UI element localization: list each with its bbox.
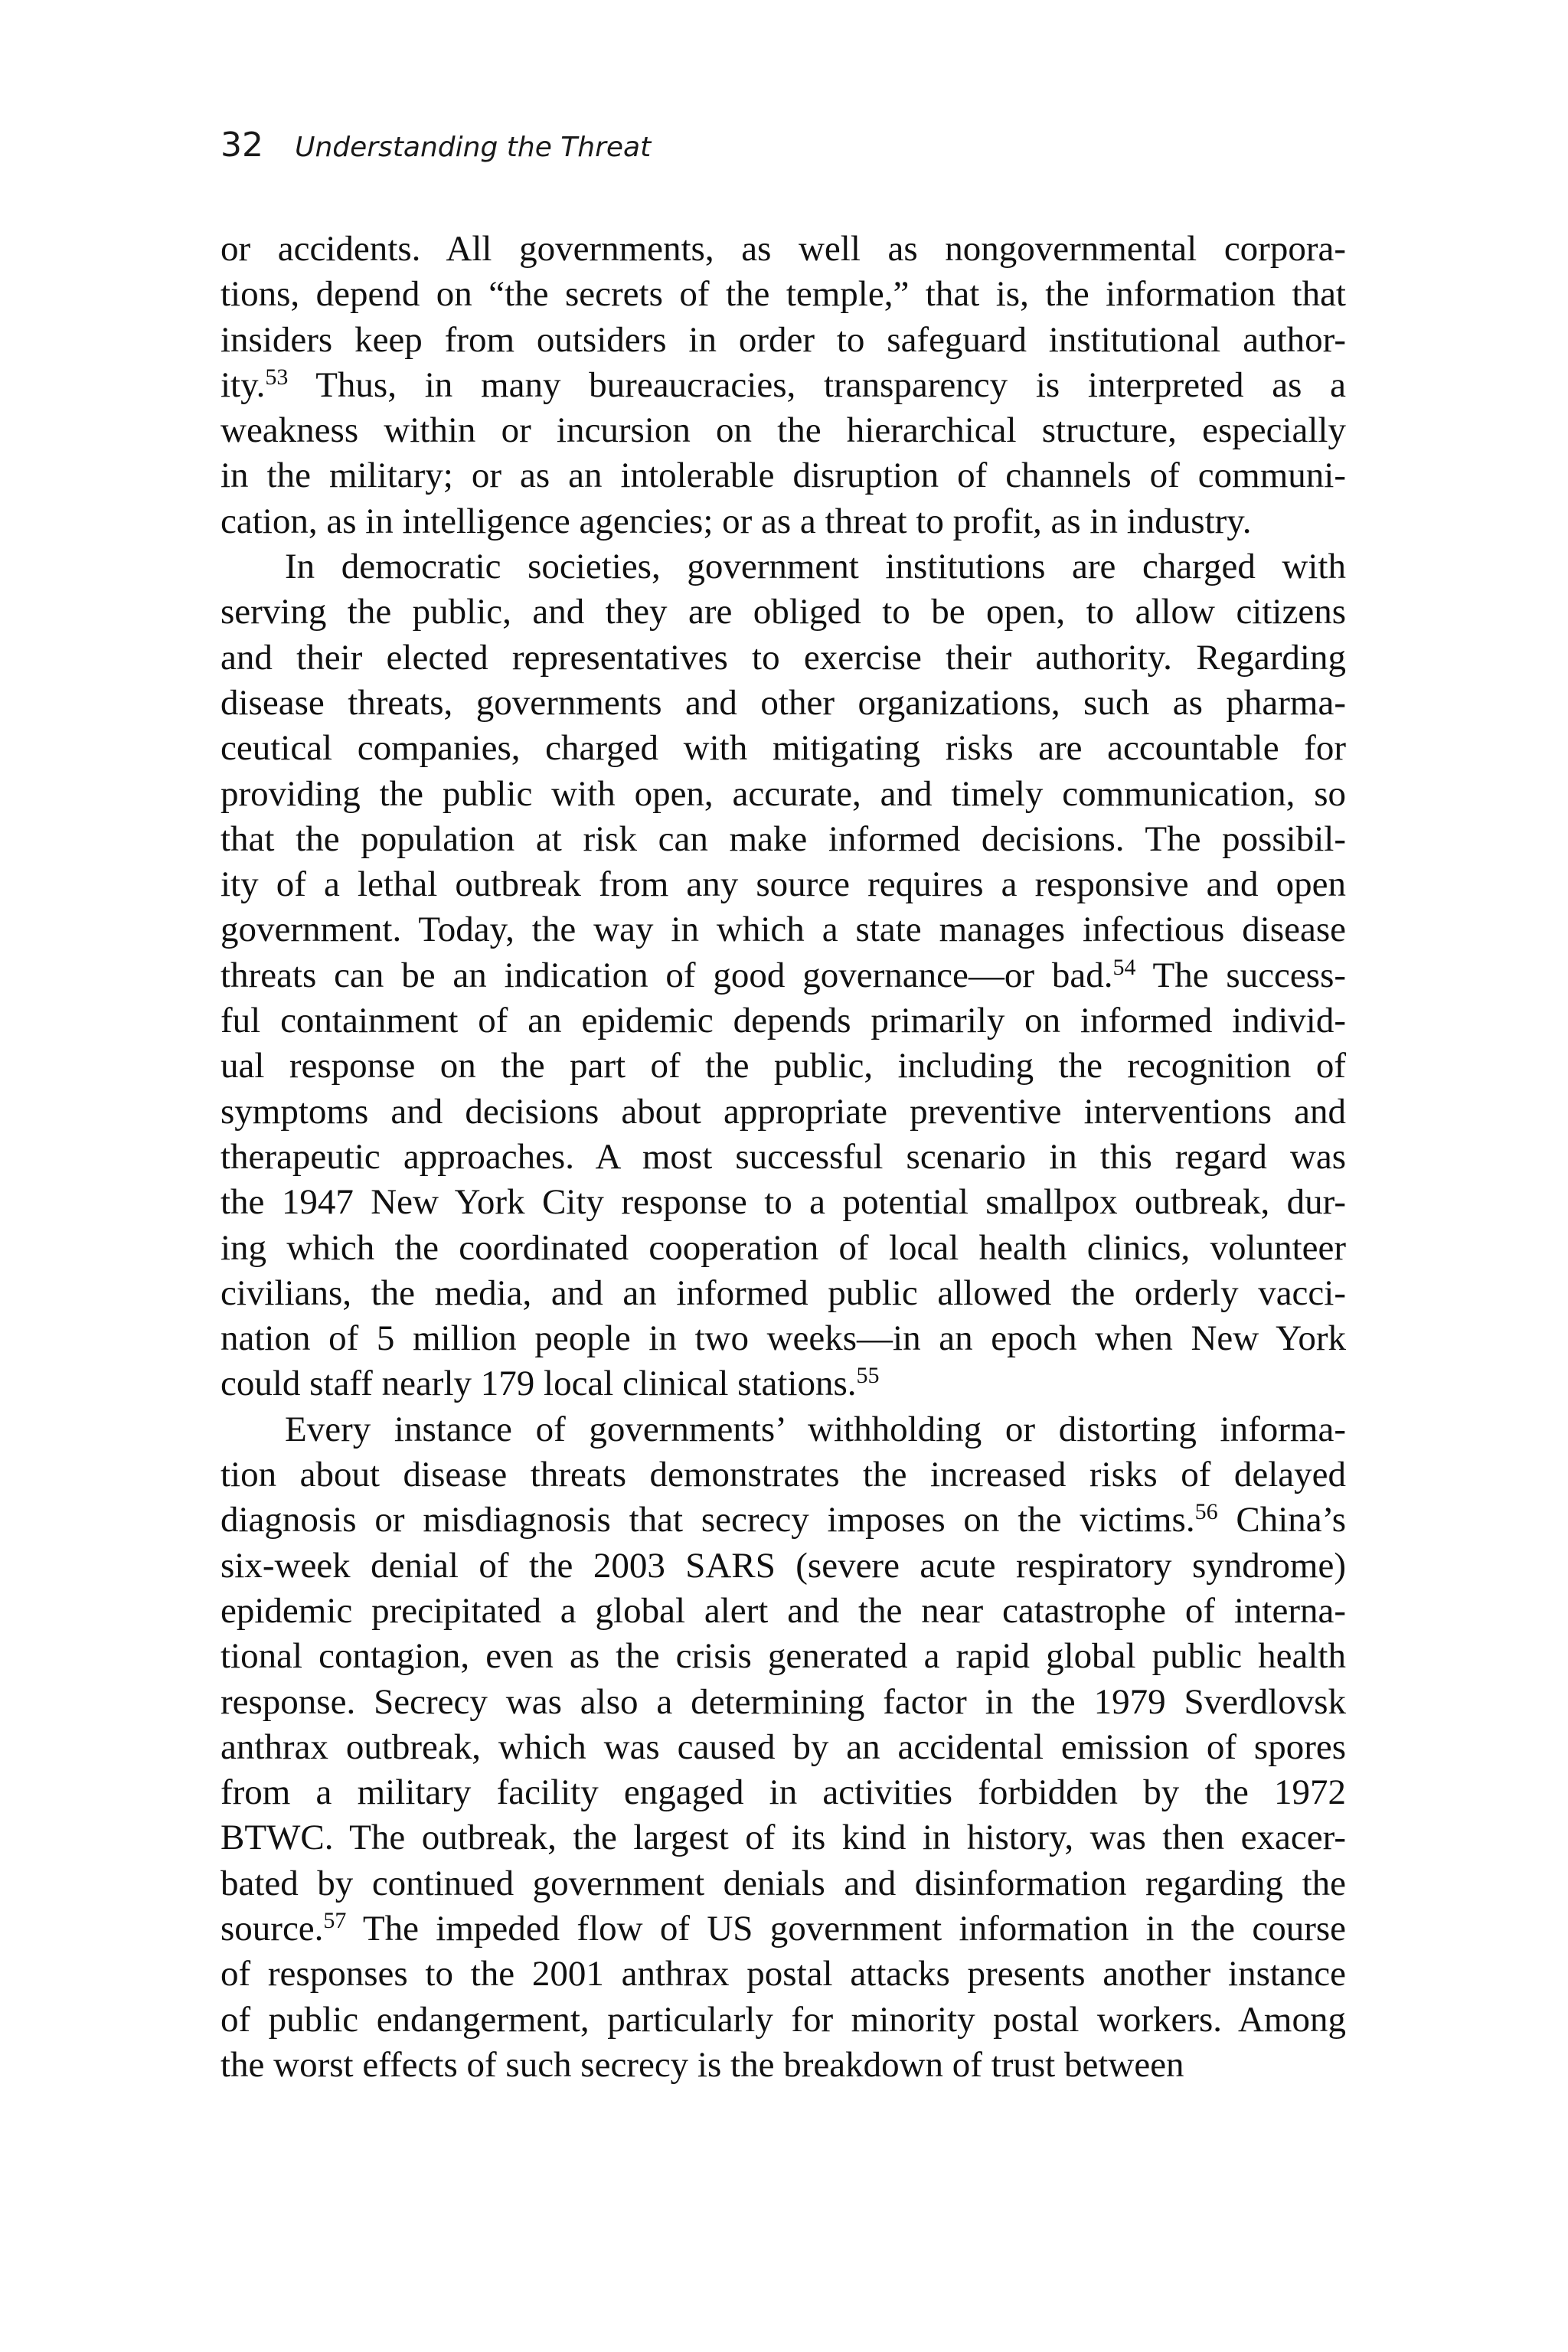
text-run: tional contagion, even as the crisis generated a rapid global public health	[220, 1636, 1346, 1677]
text-run: the 1947 New York City response to a potential smallpox outbreak, dur-	[220, 1182, 1346, 1223]
text-run: of responses to the 2001 anthrax postal attacks presents another instance	[220, 1954, 1346, 1994]
text-line	[220, 408, 1346, 453]
text-line	[220, 1725, 1346, 1770]
text-line	[220, 1952, 1346, 1997]
text-line	[220, 1998, 1346, 2043]
text-run: The success-	[1135, 955, 1347, 995]
text-run: government. Today, the way in which a state manages infectious disease	[220, 910, 1346, 950]
text-run: ing which the coordinated cooperation of local health clinics, volunteer	[220, 1227, 1346, 1268]
footnote-marker[interactable]: 57	[323, 1907, 347, 1933]
text-run: The impeded flow of US government information in the course	[346, 1908, 1346, 1949]
text-run: threats can be an indication of good governance—or bad.	[220, 955, 1113, 995]
footnote-marker[interactable]: 55	[856, 1363, 880, 1389]
text-run: diagnosis or misdiagnosis that secrecy imposes on the victims.	[220, 1500, 1195, 1540]
text-line	[220, 1089, 1346, 1135]
text-line	[220, 681, 1346, 726]
running-title: Understanding the Threat	[295, 132, 652, 163]
text-run: civilians, the media, and an informed public allowed the orderly vacci-	[220, 1272, 1346, 1313]
text-run: cation, as in intelligence agencies; or as a threat to profit, as in industry.	[220, 501, 1252, 541]
text-line	[220, 363, 1346, 408]
text-run: six-week denial of the 2003 SARS (severe acute respiratory syndrome)	[220, 1545, 1346, 1586]
text-line	[220, 1226, 1346, 1271]
text-run: weakness within or incursion on the hierarchical structure, especially	[220, 410, 1346, 451]
text-run: ity of a lethal outbreak from any source requires a responsive and open	[220, 864, 1346, 905]
text-run: ful containment of an epidemic depends primarily on informed individ-	[220, 1001, 1346, 1041]
text-line	[220, 590, 1346, 635]
text-line	[220, 1271, 1346, 1316]
text-run: therapeutic approaches. A most successful scenario in this regard was	[220, 1136, 1346, 1177]
text-run: nation of 5 million people in two weeks—in an epoch when New York	[220, 1318, 1346, 1359]
text-line	[220, 2043, 1346, 2088]
text-run: could staff nearly 179 local clinical stations.	[220, 1364, 857, 1404]
text-run: epidemic precipitated a global alert and the near catastrophe of interna-	[220, 1590, 1346, 1631]
running-head	[220, 126, 651, 165]
text-line	[220, 1544, 1346, 1589]
text-line	[220, 318, 1346, 363]
text-line	[220, 1861, 1346, 1906]
text-run: symptoms and decisions about appropriate preventive interventions and	[220, 1091, 1346, 1132]
text-run: the worst effects of such secrecy is the breakdown of trust between	[220, 2044, 1184, 2085]
text-run: tion about disease threats demonstrates the increased risks of delayed	[220, 1455, 1346, 1495]
text-run: serving the public, and they are obliged to be open, to allow citizens	[220, 592, 1346, 632]
text-line	[220, 1361, 1346, 1406]
text-run: In democratic societies, government institutions are charged with	[285, 547, 1346, 587]
text-line	[220, 998, 1346, 1044]
text-run: of public endangerment, particularly for minority postal workers. Among	[220, 1999, 1346, 2040]
text-line	[220, 1634, 1346, 1679]
text-line	[220, 907, 1346, 952]
text-run: ceutical companies, charged with mitigating risks are accountable for	[220, 728, 1346, 769]
body-text	[220, 227, 1346, 2088]
text-line	[220, 726, 1346, 771]
text-run: ual response on the part of the public, including the recognition of	[220, 1046, 1346, 1086]
text-line	[220, 1815, 1346, 1860]
text-run: response. Secrecy was also a determining factor in the 1979 Sverdlovsk	[220, 1681, 1346, 1722]
text-run: bated by continued government denials and disinformation regarding the	[220, 1863, 1346, 1903]
text-line	[220, 1180, 1346, 1225]
text-line	[220, 499, 1346, 544]
text-run: disease threats, governments and other organizations, such as pharma-	[220, 682, 1346, 723]
text-run: insiders keep from outsiders in order to safeguard institutional author-	[220, 319, 1346, 360]
page-number: 32	[220, 126, 263, 165]
text-run: from a military facility engaged in activities forbidden by the 1972	[220, 1772, 1346, 1813]
text-run: and their elected representatives to exercise their authority. Regarding	[220, 637, 1346, 678]
text-line	[220, 544, 1346, 590]
text-run: or accidents. All governments, as well as nongovernmental corpora-	[220, 229, 1346, 269]
text-run: China’s	[1217, 1500, 1346, 1540]
text-run: in the military; or as an intolerable disruption of channels of communi-	[220, 456, 1346, 496]
text-line	[220, 227, 1346, 272]
text-line	[220, 1044, 1346, 1089]
text-line	[220, 635, 1346, 681]
footnote-marker[interactable]: 53	[265, 364, 289, 390]
text-run: that the population at risk can make informed decisions. The possibil-	[220, 818, 1346, 859]
text-run: Thus, in many bureaucracies, transparency is interpreted as a	[288, 364, 1346, 405]
text-run: tions, depend on “the secrets of the temple,” that is, the information that	[220, 274, 1346, 315]
text-line	[220, 772, 1346, 817]
text-line	[220, 953, 1346, 998]
text-run: source.	[220, 1908, 324, 1949]
text-line	[220, 1680, 1346, 1725]
text-line	[220, 817, 1346, 862]
text-run: anthrax outbreak, which was caused by an accidental emission of spores	[220, 1726, 1346, 1767]
text-line	[220, 453, 1346, 498]
text-line	[220, 1452, 1346, 1498]
text-run: ity.	[220, 364, 266, 405]
text-run: Every instance of governments’ withholding or distorting informa-	[285, 1409, 1346, 1449]
paragraph	[220, 544, 1346, 1407]
text-line	[220, 1770, 1346, 1815]
text-line	[220, 1589, 1346, 1634]
footnote-marker[interactable]: 54	[1112, 954, 1136, 980]
text-line	[220, 862, 1346, 907]
text-line	[220, 1316, 1346, 1361]
text-line	[220, 1135, 1346, 1180]
paragraph	[220, 227, 1346, 544]
text-line	[220, 272, 1346, 317]
text-run: BTWC. The outbreak, the largest of its kind in history, was then exacer-	[220, 1818, 1346, 1858]
paragraph	[220, 1407, 1346, 2088]
text-line	[220, 1906, 1346, 1952]
footnote-marker[interactable]: 56	[1194, 1499, 1218, 1525]
text-run: providing the public with open, accurate, and timely communication, so	[220, 773, 1346, 814]
text-line	[220, 1498, 1346, 1543]
text-line	[220, 1407, 1346, 1452]
